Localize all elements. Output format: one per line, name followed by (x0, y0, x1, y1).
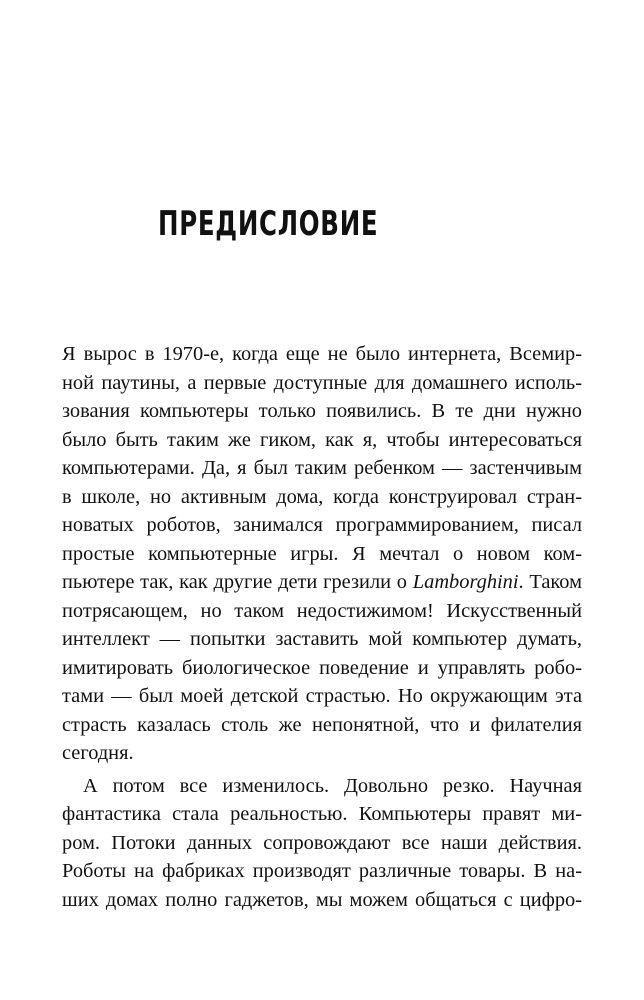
text-line: сегодня. (62, 742, 134, 764)
text-segment: пьютере так, как другие дети грезили о (62, 571, 413, 593)
text-line: ших домах полно гаджетов, мы можем общаться с цифро- (62, 888, 582, 911)
text-line: интеллект — попытки заставить мой компьютер думать, (62, 628, 582, 650)
text-line: А потом все изменилось. Довольно резко. Научная (83, 774, 582, 797)
chapter-title: ПРЕДИСЛОВИЕ (158, 204, 379, 244)
text-line: было быть таким же гиком, как я, чтобы интересоваться (62, 428, 582, 451)
text-line: тами — был моей детской страстью. Но окружающим эта (62, 685, 582, 707)
text-line: зования компьютеры только появились. В те дни нужно (62, 400, 582, 422)
text-line: фантастика стала реальностью. Компьютеры правят ми- (62, 803, 582, 825)
text-line: простые компьютерные игры. Я мечтал о новом ком- (62, 542, 582, 565)
paragraph-2 (62, 772, 582, 915)
text-line: потрясающем, но таком недостижимом! Искусственный (62, 599, 582, 622)
paragraph-1 (62, 340, 582, 768)
text-line: ной паутины, а первые доступные для домашнего исполь- (62, 371, 582, 394)
text-line: компьютерами. Да, я был таким ребенком — застенчивым (62, 457, 582, 479)
text-segment: . Таком (518, 571, 583, 593)
body-text (62, 340, 582, 914)
text-line: Я вырос в 1970-е, когда еще не было интернета, Всемир- (62, 343, 582, 365)
italic-brand-name: Lamborghini (412, 571, 519, 593)
text-line: в школе, но активным дома, когда конструировал стран- (62, 485, 582, 508)
text-line: ром. Потоки данных сопровождают все наши действия. (62, 831, 582, 854)
text-line: имитировать биологическое поведение и управлять робо- (62, 656, 582, 679)
text-line: Роботы на фабриках производят различные товары. В на- (62, 860, 582, 882)
text-line: страсть казалась столь же непонятной, что и филателия (62, 713, 582, 736)
text-line-with-italic (62, 568, 582, 597)
text-line: новатых роботов, занимался программированием, писал (62, 514, 582, 536)
